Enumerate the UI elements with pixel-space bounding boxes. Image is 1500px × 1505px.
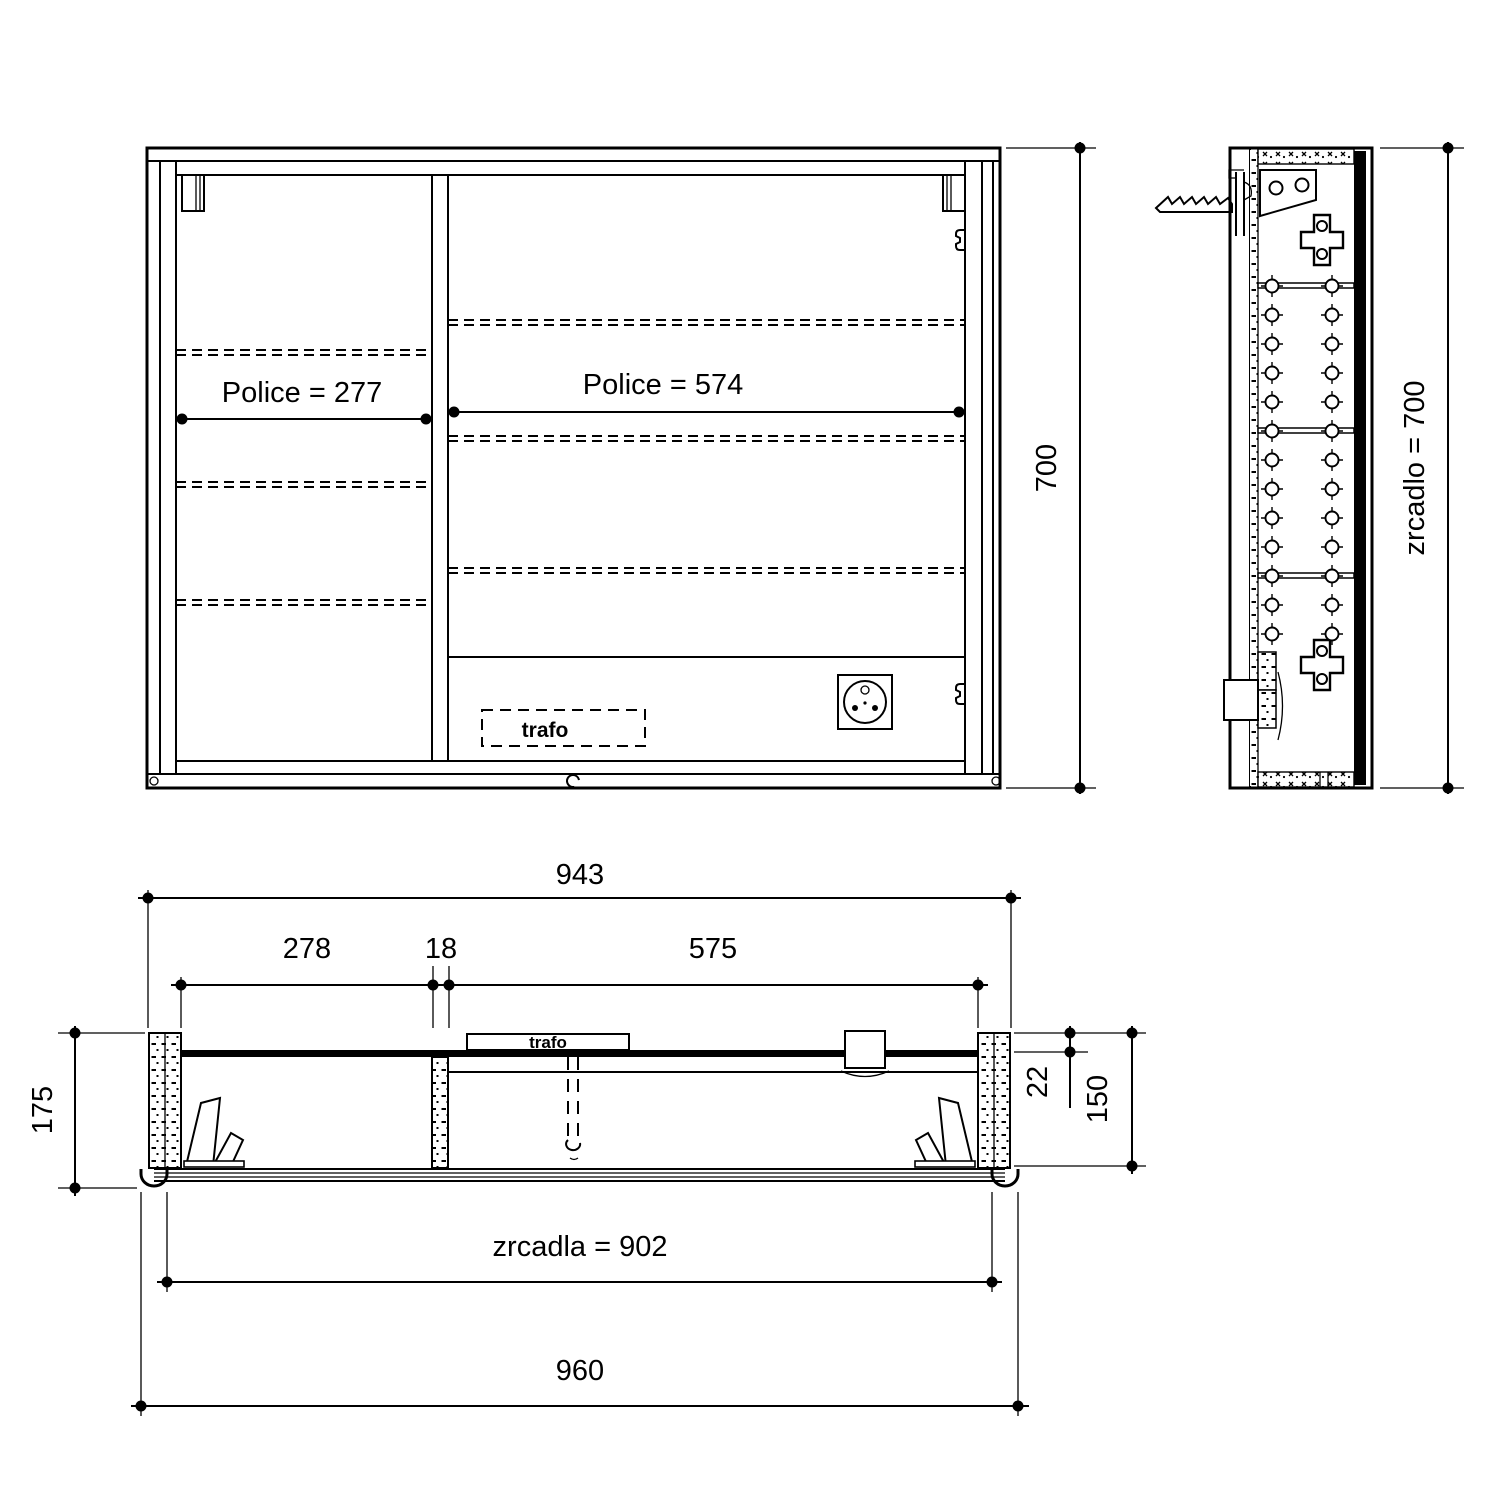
dim-height-700: [1006, 142, 1096, 794]
dim-side-depth-150: [1014, 1026, 1146, 1174]
shelf-position-lines-right: [448, 320, 965, 573]
dim-total-width-label: 960: [555, 1355, 605, 1387]
driver-clip-icon: [841, 1031, 889, 1077]
door-handle-section: [1224, 680, 1258, 720]
wall-anchor-icon: [1156, 170, 1251, 236]
dim-right-compartment-label: 575: [688, 933, 738, 965]
dim-mirror-width-902: [157, 1192, 1002, 1292]
shelf-left-dimension: [176, 377, 432, 425]
corner-block-section: [1258, 690, 1276, 728]
dim-row-compartments: [171, 933, 988, 1028]
dim-side-depth-label: 150: [1082, 1074, 1114, 1124]
corner-block-section: [1258, 652, 1276, 690]
dim-total-width-960: [131, 1192, 1029, 1416]
dim-mirror-width-label: zrcadla = 902: [492, 1231, 668, 1263]
shelf-pin-holes: [1261, 275, 1343, 645]
shelf-right-dimension: [448, 369, 965, 418]
bottom-panel-section: [1258, 772, 1354, 787]
dim-mirror-height-label: zrcadlo = 700: [1399, 380, 1431, 556]
trafo-box: [482, 710, 645, 746]
shelf-right-label: Police = 574: [582, 369, 744, 401]
open-door-right-icon: [915, 1098, 975, 1167]
hanging-bracket-right-icon: [943, 175, 965, 211]
dim-back-gap-22: [1014, 1026, 1088, 1108]
hinge-icon: [956, 684, 965, 704]
hanging-bracket-left-icon: [182, 175, 204, 211]
section-view: [27, 859, 1146, 1416]
dim-inner-width-943: [138, 859, 1021, 1028]
hanging-bracket-side-icon: [1260, 170, 1316, 216]
dim-back-gap-label: 22: [1022, 1065, 1054, 1099]
dim-inner-width-label: 943: [555, 859, 605, 891]
trafo-label: trafo: [521, 719, 569, 742]
mirror-front-strip: [141, 1169, 1018, 1186]
shelf-left-label: Police = 277: [221, 377, 383, 409]
dim-height-label: 700: [1031, 443, 1063, 493]
hinge-icon: [956, 230, 965, 250]
trafo-section-label: trafo: [529, 1033, 567, 1052]
door-edge-arc: [1278, 672, 1283, 740]
top-panel-section: [1258, 149, 1354, 164]
mirror-door-section: [1354, 151, 1366, 785]
front-view: [147, 142, 1096, 794]
trafo-box-section: [467, 1033, 629, 1052]
power-socket-icon: [838, 675, 892, 729]
mounting-fitting-icon: [1301, 640, 1343, 690]
dim-left-compartment-label: 278: [282, 933, 332, 965]
mounting-fitting-icon: [1301, 215, 1343, 265]
dim-partition-label: 18: [424, 933, 458, 965]
dim-depth-label: 175: [27, 1085, 59, 1135]
side-view: [1156, 142, 1464, 794]
screw-hole-icon: [150, 777, 158, 785]
partition-section: [432, 1057, 448, 1168]
open-door-left-icon: [184, 1098, 244, 1167]
dim-depth-175: [27, 1026, 145, 1196]
dim-mirror-height-700: [1380, 142, 1464, 794]
